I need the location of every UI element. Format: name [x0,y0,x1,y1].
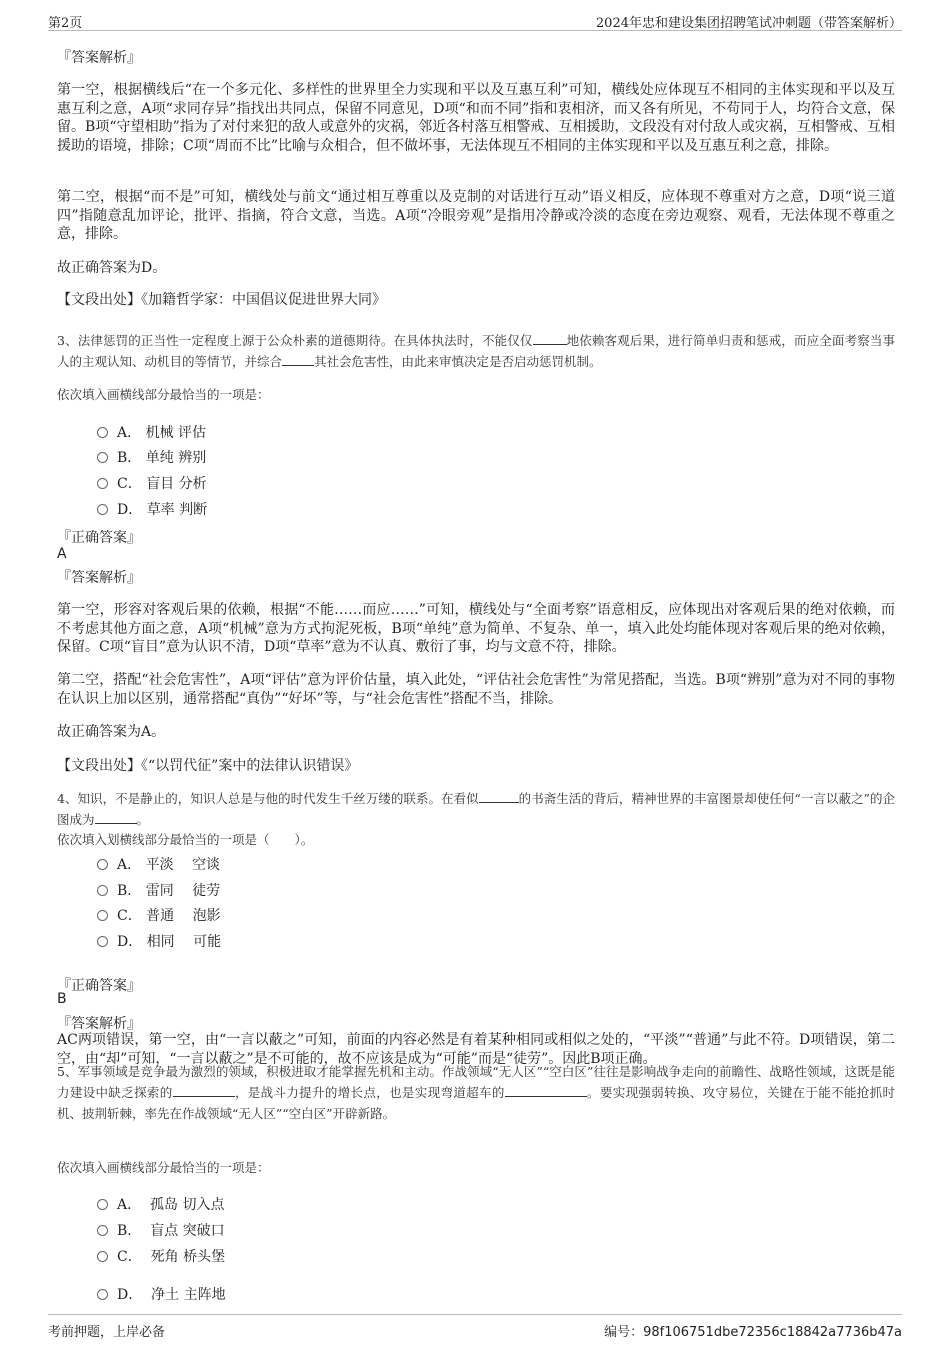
q3-option-a[interactable]: A． 机械 评估 [97,422,206,442]
q5-option-a[interactable]: A． 孤岛 切入点 [97,1194,224,1214]
q2-analysis-para2: 第二空，根据“而不是”可知，横线处与前文“通过相互尊重以及克制的对话进行互动”语义相反，应体现不尊重对方之意，D项“说三道四”指随意乱加评论，批评、指摘，符合文意，当选。A项“冷眼旁观”是指用冷静或冷淡的态度在旁边观察、观看，无法体现不尊重之意，排除。 [57,189,895,243]
q2-analysis-para1: 第一空，根据横线后“在一个多元化、多样性的世界里全力实现和平以及互惠互利”可知，横线处应体现互不相同的主体实现和平以及互惠互利之意，A项“求同存异”指找出共同点，保留不同意见，D项“和而不同”指和衷相济，而又各有所见，不苟同于人，均符合文意，保留。B项“守望相助”指为了对付来犯的敌人或意外的灾祸，邻近各村落互相警戒、互相援助，文段没有对付敌人或灾祸，互相警戒、互相援助的语境，排除；C项“周而不比”比喻与众相合，但不做坏事，无法体现互不相同的主体实现和平以及互惠互利之意，排除。 [57,82,895,155]
q5-option-c[interactable]: C． 死角 桥头堡 [97,1246,225,1266]
q4-prompt: 依次填入划横线部分最恰当的一项是（ ）。 [57,832,314,847]
radio-icon[interactable] [97,885,108,896]
radio-icon[interactable] [97,936,108,947]
radio-icon[interactable] [97,504,108,515]
q4-stem: 4、知识，不是静止的，知识人总是与他的时代发生千丝万缕的联系。在看似 的书斋生活的背后，精神世界的丰富图景却使任何“一言以蔽之”的企图成为 。 [57,791,895,827]
q3-correct-label: 『正确答案』 [57,530,141,546]
radio-icon[interactable] [97,910,108,921]
document-title: 2024年忠和建设集团招聘笔试冲刺题（带答案解析） [595,16,902,31]
q4-option-c[interactable]: C． 普通 泡影 [97,905,221,925]
q4-option-b[interactable]: B． 雷同 徒劳 [97,880,220,900]
page-number: 第2页 [48,16,83,31]
radio-icon[interactable] [97,1199,108,1210]
q4-option-d[interactable]: D． 相同 可能 [97,931,221,951]
q5-option-b[interactable]: B． 盲点 突破口 [97,1220,225,1240]
q3-option-d[interactable]: D． 草率 判断 [97,499,207,519]
q3-conclusion: 故正确答案为A。 [57,724,166,740]
page-header [48,8,902,31]
q5-prompt: 依次填入画横线部分最恰当的一项是： [57,1160,270,1175]
q3-stem: 3、法律惩罚的正当性一定程度上源于公众朴素的道德期待。在具体执法时，不能仅仅 地依赖客观后果，进行简单归责和惩戒，而应全面考察当事人的主观认知、动机目的等情节，并综合 其社会危害性，由此来审慎决定是否启动惩罚机制。 [57,333,895,369]
blank-1 [533,332,567,345]
q4-correct-label: 『正确答案』 [57,978,141,994]
q3-option-b[interactable]: B． 单纯 辨别 [97,447,206,467]
q3-analysis-para2: 第二空，搭配“社会危害性”，A项“评估”意为评价估量，填入此处，“评估社会危害性”为常见搭配，当选。B项“辨别”意为对不同的事物在认识上加以区别，通常搭配“真伪”“好坏”等，与“社会危害性”搭配不当，排除。 [57,672,895,707]
radio-icon[interactable] [97,478,108,489]
q3-analysis-para1: 第一空，形容对客观后果的依赖，根据“不能……而应……”可知，横线处与“全面考察”语意相反，应体现出对客观后果的绝对依赖，而不考虑其他方面之意，A项“机械”意为方式拘泥死板，B项“单纯”意为简单、不复杂、单一，填入此处均能体现对客观后果的绝对依赖，保留。C项“盲目”意为认识不清，D项“草率”意为不认真、敷衍了事，均与文意不符，排除。 [57,602,895,656]
radio-icon[interactable] [97,859,108,870]
q3-option-c[interactable]: C． 盲目 分析 [97,473,207,493]
blank-2 [282,353,314,366]
q2-analysis-label: 『答案解析』 [57,50,141,66]
footer-slogan: 考前押题，上岸必备 [48,1325,166,1340]
q3-analysis-label: 『答案解析』 [57,570,141,586]
page-footer [48,1314,902,1340]
q3-source: 【文段出处】《“以罚代征”案中的法律认识错误》 [57,758,359,774]
q4-analysis-label: 『答案解析』 [57,1016,141,1032]
q4-analysis: AC两项错误，第一空，由“一言以蔽之”可知，前面的内容必然是有着某种相同或相似之处的，“平淡”“普通”与此不符。D项错误，第二空，由“却”可知，“一言以蔽之”是不可能的，故不应该是成为“可能”而是“徒劳”。因此B项正确。 [57,1032,895,1067]
q2-source: 【文段出处】《加籍哲学家：中国倡议促进世界大同》 [57,292,386,308]
q2-conclusion: 故正确答案为D。 [57,260,167,276]
document-code: 编号：98f106751dbe72356c18842a7736b47a [604,1325,902,1340]
radio-icon[interactable] [97,452,108,463]
blank-2 [505,1084,587,1097]
radio-icon[interactable] [97,1225,108,1236]
q4-option-a[interactable]: A． 平淡 空谈 [97,854,220,874]
blank-1 [173,1084,235,1097]
q4-correct-answer: B [57,991,67,1007]
q5-stem: 5、军事领域是竞争最为激烈的领域，积极进取才能掌握先机和主动。作战领域“无人区”“空白区”往往是影响战争走向的前瞻性、战略性领域，这既是能力建设中缺乏探索的 ，是战斗力提升的增长点，也是实现弯道超车的 。要实现强弱转换、攻守易位，关键在于能不能抢抓时机、披荆斩棘，率先在作战领域“无人区”“空白区”开辟新路。 [57,1064,895,1121]
q3-prompt: 依次填入画横线部分最恰当的一项是： [57,387,270,402]
q3-correct-answer: A [57,546,67,562]
blank-1 [479,790,519,803]
blank-2 [95,811,137,824]
radio-icon[interactable] [97,1289,108,1300]
radio-icon[interactable] [97,1251,108,1262]
q5-option-d[interactable]: D． 净土 主阵地 [97,1284,226,1304]
radio-icon[interactable] [97,427,108,438]
